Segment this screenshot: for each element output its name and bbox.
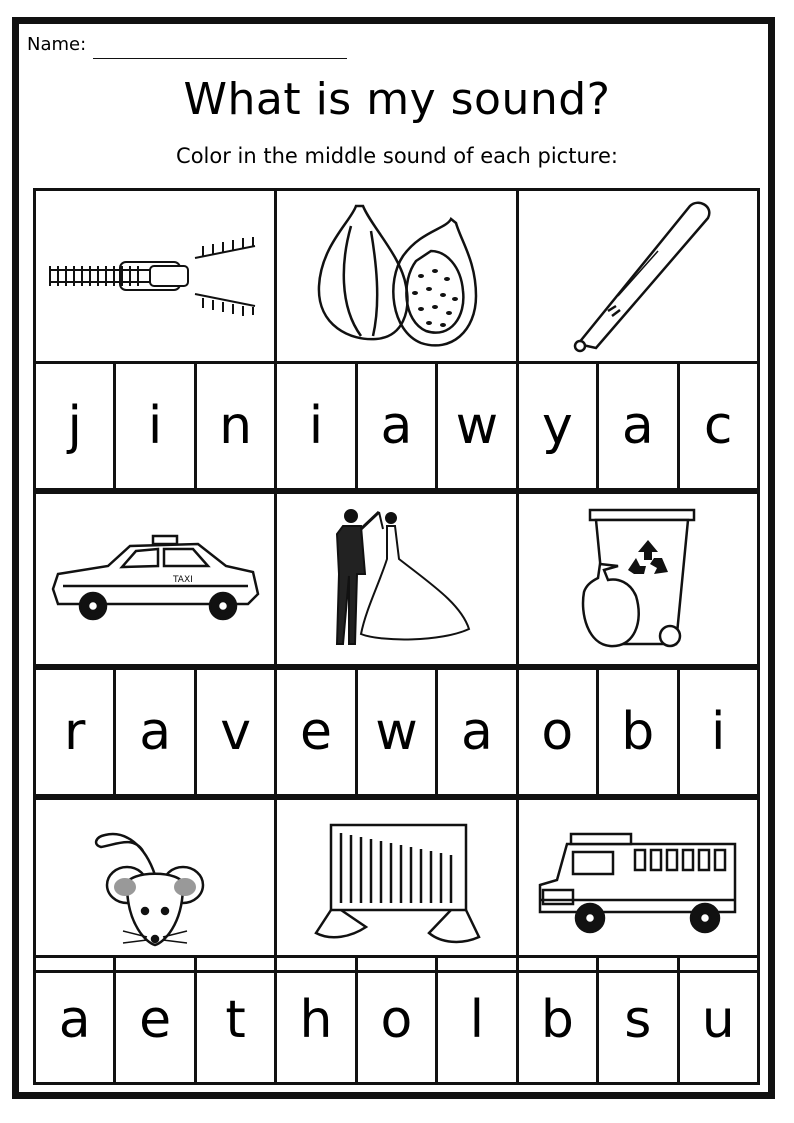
letter-box[interactable]: u <box>677 955 760 1085</box>
letter-box[interactable]: n <box>194 361 277 491</box>
letter-box[interactable]: o <box>516 667 599 797</box>
letter-box[interactable]: l <box>435 955 518 1085</box>
letter-box[interactable]: w <box>435 361 518 491</box>
letter-box[interactable]: b <box>596 667 679 797</box>
letter-row-2 <box>33 667 760 797</box>
taxi-label: TAXI <box>172 575 193 585</box>
letter-row-3 <box>33 955 760 1085</box>
picture-cell <box>33 797 277 973</box>
letter-box[interactable]: i <box>274 361 357 491</box>
picture-cell <box>516 797 760 973</box>
letter-box[interactable]: y <box>516 361 599 491</box>
picture-row-1 <box>33 188 760 364</box>
letter-box[interactable]: r <box>33 667 116 797</box>
recycle-bin-icon <box>578 504 698 654</box>
taxi-icon <box>48 534 263 624</box>
cradle-icon <box>311 815 481 955</box>
picture-cell <box>274 188 518 364</box>
letter-box[interactable]: a <box>435 667 518 797</box>
bus-icon <box>535 830 740 940</box>
picture-cell <box>33 188 277 364</box>
baseball-bat-icon <box>558 196 718 356</box>
dancing-couple-icon <box>321 504 471 654</box>
letter-box[interactable]: c <box>677 361 760 491</box>
letter-box[interactable]: v <box>194 667 277 797</box>
mouse-icon <box>85 815 225 955</box>
letter-box[interactable]: w <box>355 667 438 797</box>
picture-row-3 <box>33 797 760 973</box>
letter-row-1 <box>33 361 760 491</box>
picture-cell <box>274 491 518 667</box>
worksheet-grid <box>33 188 760 1085</box>
letter-box[interactable]: e <box>274 667 357 797</box>
letter-box[interactable]: i <box>677 667 760 797</box>
picture-row-2 <box>33 491 760 667</box>
letter-box[interactable]: e <box>113 955 196 1085</box>
worksheet-title: What is my sound? <box>183 74 611 125</box>
letter-box[interactable]: a <box>113 667 196 797</box>
name-field[interactable] <box>93 58 347 59</box>
fig-icon <box>311 201 481 351</box>
letter-box[interactable]: h <box>274 955 357 1085</box>
picture-cell <box>516 491 760 667</box>
letter-box[interactable]: i <box>113 361 196 491</box>
letter-box[interactable]: o <box>355 955 438 1085</box>
letter-box[interactable]: b <box>516 955 599 1085</box>
name-label: Name: <box>27 34 87 55</box>
letter-box[interactable]: a <box>33 955 116 1085</box>
letter-box[interactable]: s <box>596 955 679 1085</box>
letter-box[interactable]: a <box>355 361 438 491</box>
picture-cell <box>33 491 277 667</box>
zipper-icon <box>45 236 265 316</box>
letter-box[interactable]: j <box>33 361 116 491</box>
worksheet-instructions: Color in the middle sound of each picture: <box>176 144 618 168</box>
picture-cell <box>274 797 518 973</box>
letter-box[interactable]: t <box>194 955 277 1085</box>
picture-cell <box>516 188 760 364</box>
letter-box[interactable]: a <box>596 361 679 491</box>
